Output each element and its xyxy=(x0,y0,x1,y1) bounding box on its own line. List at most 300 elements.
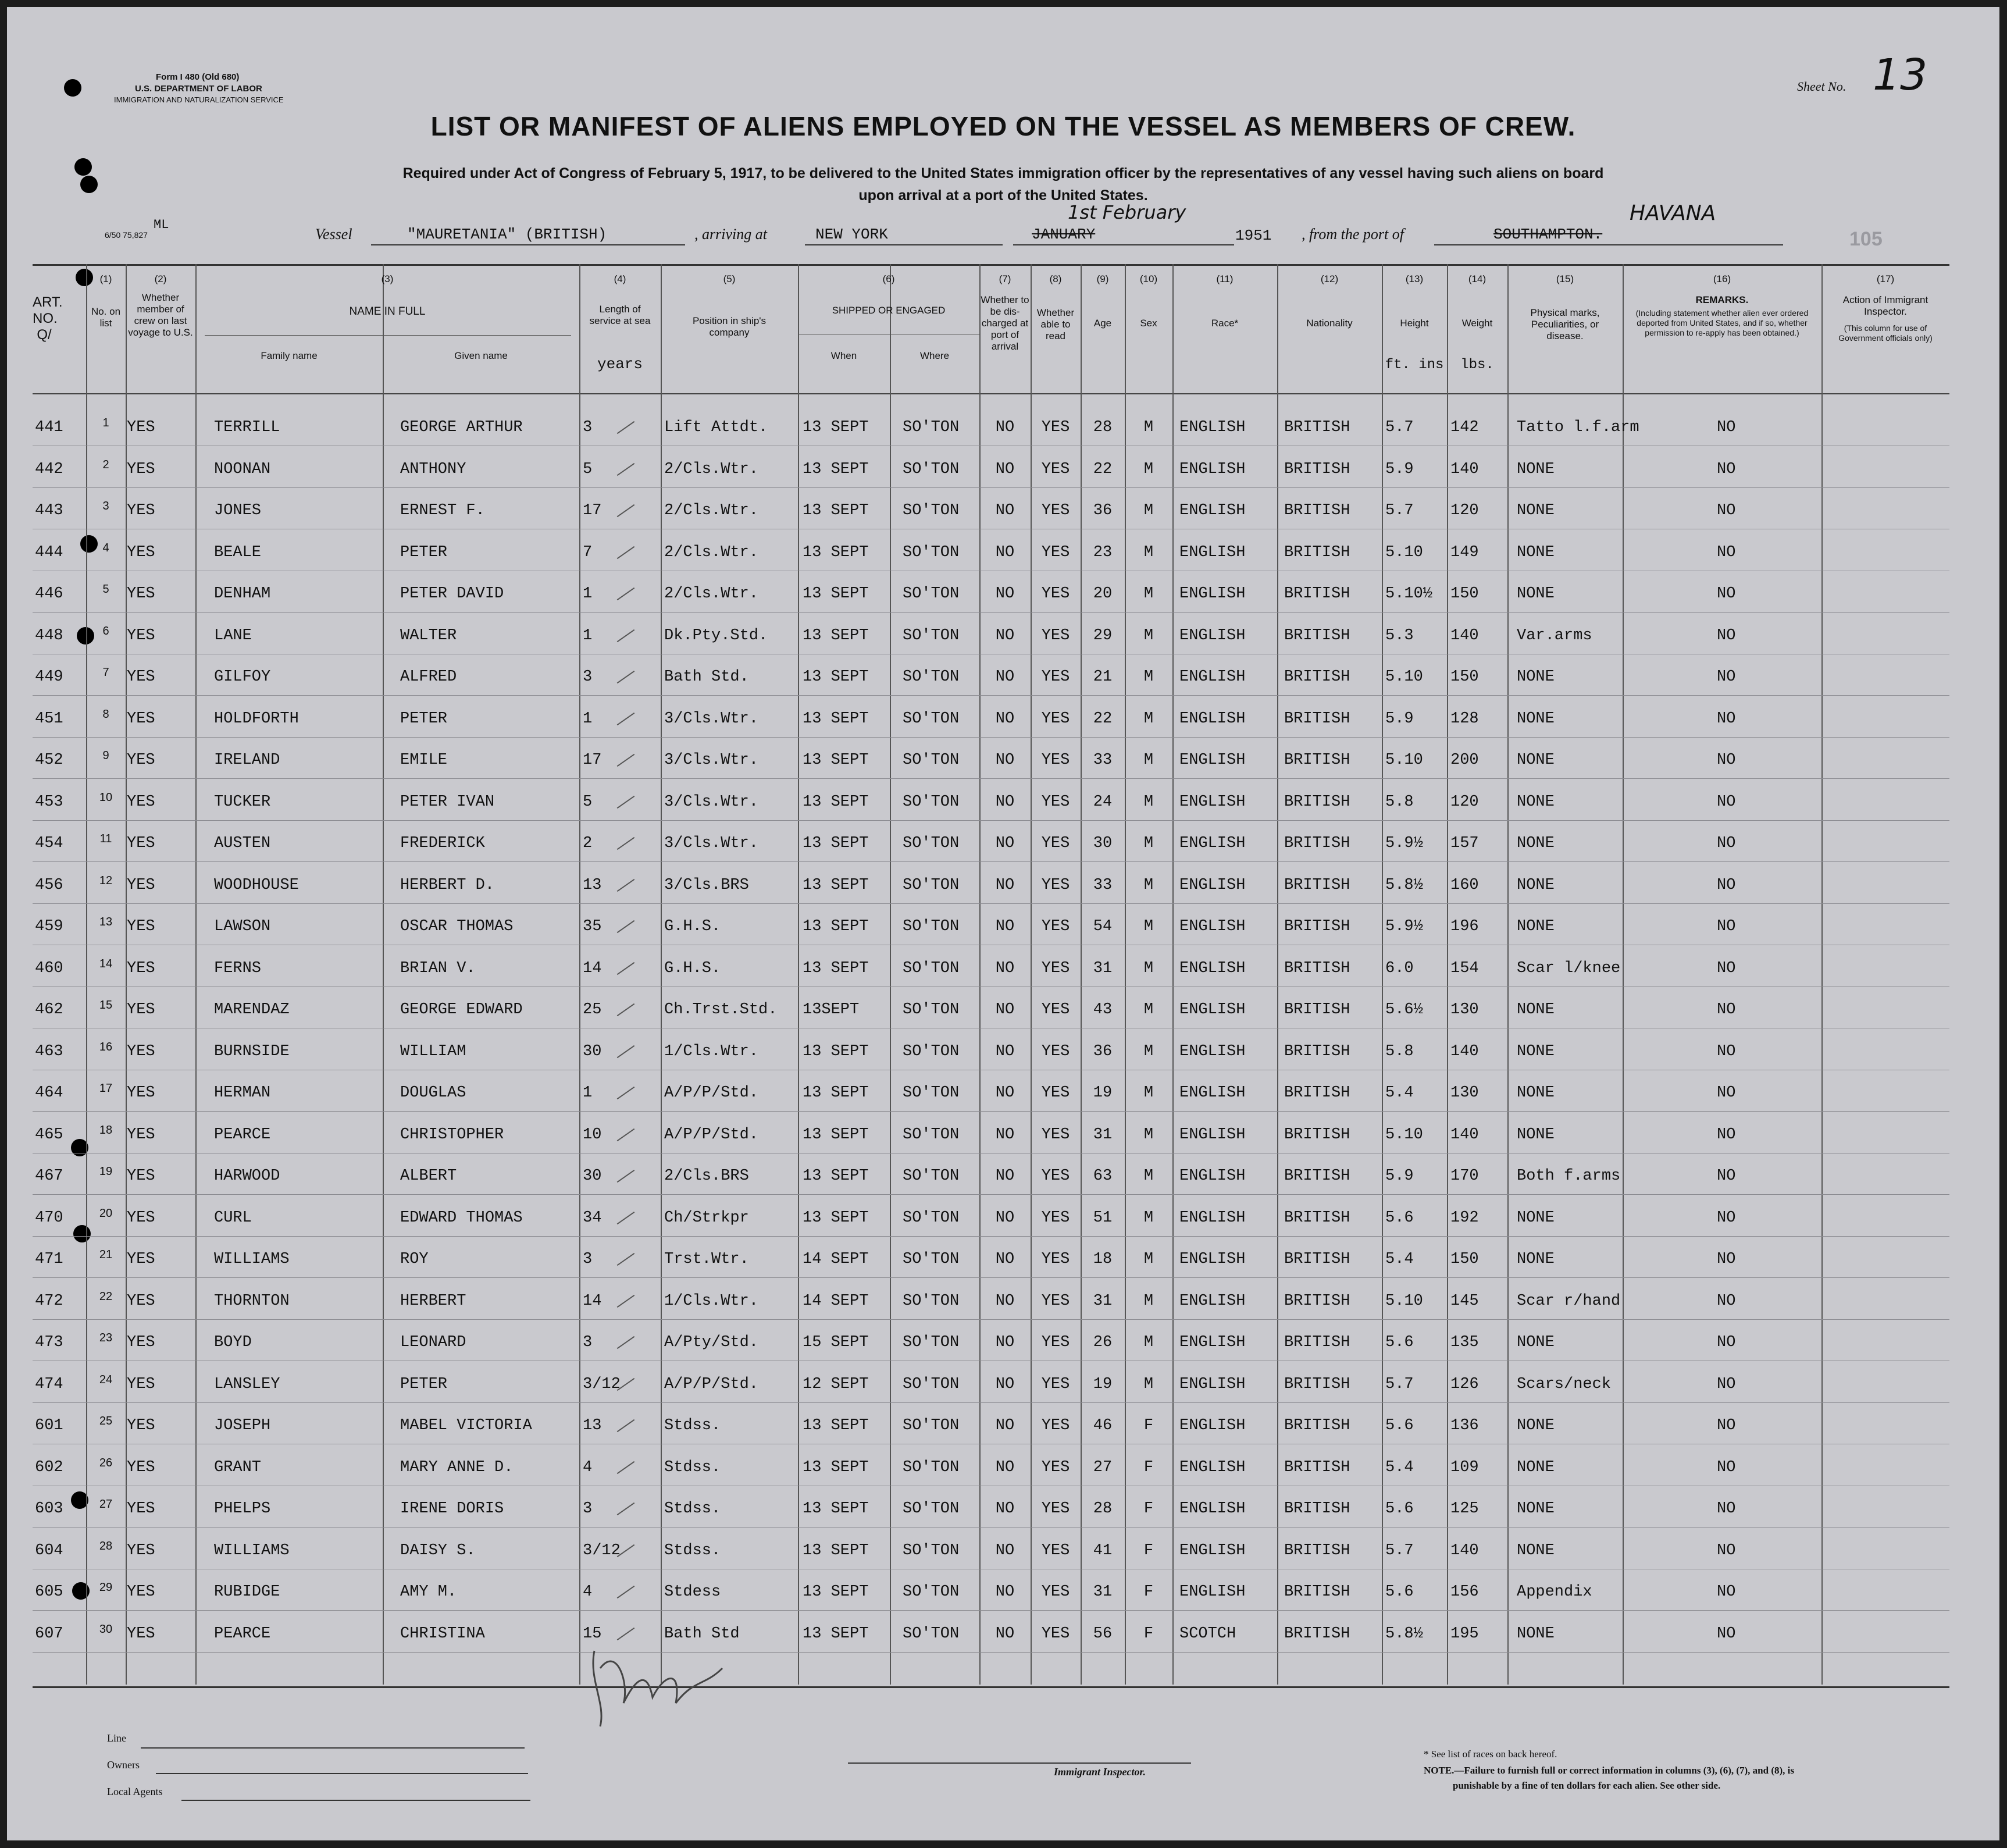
remarks: NO xyxy=(1717,668,1736,686)
sex: M xyxy=(1143,1209,1154,1227)
nationality: BRITISH xyxy=(1284,1126,1350,1144)
to-be-discharged: NO xyxy=(995,1209,1015,1227)
shipped-where: SO'TON xyxy=(903,1042,960,1060)
height: 5.7 xyxy=(1385,419,1414,436)
header-height: Height xyxy=(1400,318,1429,329)
art-number: 472 xyxy=(35,1292,63,1310)
shipped-where: SO'TON xyxy=(903,419,960,436)
remarks: NO xyxy=(1717,502,1736,519)
crew-member-last-voyage: YES xyxy=(127,1167,155,1185)
shipped-when: 13 SEPT xyxy=(803,1167,869,1185)
nationality: BRITISH xyxy=(1284,1375,1350,1393)
able-to-read: YES xyxy=(1041,1126,1070,1144)
family-name: BEALE xyxy=(214,543,262,561)
weight: 195 xyxy=(1450,1625,1479,1643)
family-name: WOODHOUSE xyxy=(214,876,299,894)
position: G.H.S. xyxy=(664,918,721,935)
shipped-where: SO'TON xyxy=(903,502,960,519)
able-to-read: YES xyxy=(1041,959,1070,977)
nationality: BRITISH xyxy=(1284,1167,1350,1185)
crew-member-last-voyage: YES xyxy=(127,502,155,519)
race-note: * See list of races on back hereof. xyxy=(1424,1749,1557,1760)
to-be-discharged: NO xyxy=(995,1251,1015,1268)
physical-marks: Scar l/knee xyxy=(1517,959,1621,977)
nationality: BRITISH xyxy=(1284,419,1350,436)
header-inspector-note: (This column for use of Government officials only) xyxy=(1838,323,1933,343)
height: 5.8 xyxy=(1385,793,1414,811)
art-number: 464 xyxy=(35,1084,63,1102)
shipped-when: 13 SEPT xyxy=(803,959,869,977)
able-to-read: YES xyxy=(1041,502,1070,519)
race: ENGLISH xyxy=(1179,710,1246,728)
physical-marks: Var.arms xyxy=(1517,626,1592,645)
physical-marks: NONE xyxy=(1517,668,1555,686)
given-name: PETER xyxy=(400,710,448,728)
art-number: 470 xyxy=(35,1209,63,1227)
weight: 140 xyxy=(1450,1126,1479,1144)
shipped-when: 13 SEPT xyxy=(803,1458,869,1476)
list-number: 5 xyxy=(102,583,109,596)
remarks: NO xyxy=(1717,1209,1736,1227)
crew-member-last-voyage: YES xyxy=(127,1375,155,1393)
position: Bath Std. xyxy=(664,668,749,686)
height: 5.9½ xyxy=(1385,835,1423,852)
list-number: 2 xyxy=(102,458,109,471)
family-name: HOLDFORTH xyxy=(214,710,299,728)
nationality: BRITISH xyxy=(1284,918,1350,935)
remarks: NO xyxy=(1717,1500,1736,1518)
position: Ch/Strkpr xyxy=(664,1209,749,1227)
family-name: PHELPS xyxy=(214,1500,271,1518)
position: Bath Std xyxy=(664,1625,740,1643)
header-where: Where xyxy=(919,350,950,361)
art-number: 463 xyxy=(35,1042,63,1060)
position: 2/Cls.BRS xyxy=(664,1167,749,1185)
length-of-service: 4 xyxy=(583,1583,593,1601)
crew-member-last-voyage: YES xyxy=(127,1625,155,1643)
sex: F xyxy=(1143,1541,1154,1559)
position: A/P/P/Std. xyxy=(664,1084,759,1102)
position: Stdss. xyxy=(664,1541,721,1559)
given-name: EDWARD THOMAS xyxy=(400,1209,523,1227)
shipped-when: 13 SEPT xyxy=(803,752,869,769)
art-number: 448 xyxy=(35,626,63,645)
position: 2/Cls.Wtr. xyxy=(664,585,759,603)
weight: 130 xyxy=(1450,1001,1479,1019)
age: 41 xyxy=(1093,1541,1113,1559)
list-number: 17 xyxy=(99,1082,113,1095)
age: 18 xyxy=(1093,1251,1113,1268)
header-sex: Sex xyxy=(1140,318,1157,329)
physical-marks: NONE xyxy=(1517,1001,1555,1019)
crew-member-last-voyage: YES xyxy=(127,1126,155,1144)
nationality: BRITISH xyxy=(1284,460,1350,478)
weight: 145 xyxy=(1450,1292,1479,1310)
header-shipped-engaged: SHIPPED OR ENGAGED xyxy=(832,305,946,316)
race: SCOTCH xyxy=(1179,1625,1236,1643)
subtitle-line2: upon arrival at a port of the United States. xyxy=(858,187,1148,204)
age: 21 xyxy=(1093,668,1113,686)
able-to-read: YES xyxy=(1041,1209,1070,1227)
punch-hole xyxy=(64,79,81,97)
art-number: 605 xyxy=(35,1583,63,1601)
remarks: NO xyxy=(1717,710,1736,728)
height: 5.9½ xyxy=(1385,918,1423,935)
race: ENGLISH xyxy=(1179,585,1246,603)
shipped-where: SO'TON xyxy=(903,1375,960,1393)
length-of-service: 3 xyxy=(583,668,593,686)
year: 1951 xyxy=(1235,227,1272,244)
physical-marks: NONE xyxy=(1517,835,1555,852)
subtitle-line1: Required under Act of Congress of February 5, 1917, to be delivered to the United States immigration officer by the representatives of any vessel having such aliens on board xyxy=(402,165,1604,181)
able-to-read: YES xyxy=(1041,1375,1070,1393)
sex: F xyxy=(1143,1417,1154,1434)
crew-member-last-voyage: YES xyxy=(127,543,155,561)
physical-marks: NONE xyxy=(1517,793,1555,811)
art-number: 454 xyxy=(35,835,63,852)
immigrant-inspector-label: Immigrant Inspector. xyxy=(1054,1766,1146,1778)
to-be-discharged: NO xyxy=(995,876,1015,894)
remarks: NO xyxy=(1717,460,1736,478)
remarks: NO xyxy=(1717,793,1736,811)
age: 33 xyxy=(1093,752,1113,769)
art-number: 442 xyxy=(35,460,63,478)
height: 5.3 xyxy=(1385,626,1414,645)
weight: 196 xyxy=(1450,918,1479,935)
weight: 150 xyxy=(1450,1251,1479,1268)
able-to-read: YES xyxy=(1041,918,1070,935)
from-port-struck: SOUTHAMPTON. xyxy=(1493,226,1603,243)
note-line2: punishable by a fine of ten dollars for each alien. See other side. xyxy=(1453,1780,1721,1791)
age: 31 xyxy=(1093,959,1113,977)
given-name: BRIAN V. xyxy=(400,959,476,977)
shipped-where: SO'TON xyxy=(903,918,960,935)
shipped-where: SO'TON xyxy=(903,1251,960,1268)
nationality: BRITISH xyxy=(1284,1292,1350,1310)
sex: F xyxy=(1143,1583,1154,1601)
header-remarks: REMARKS. xyxy=(1695,294,1749,305)
sex: M xyxy=(1143,710,1154,728)
crew-member-last-voyage: YES xyxy=(127,460,155,478)
nationality: BRITISH xyxy=(1284,1417,1350,1434)
nationality: BRITISH xyxy=(1284,793,1350,811)
able-to-read: YES xyxy=(1041,668,1070,686)
nationality: BRITISH xyxy=(1284,1251,1350,1268)
length-of-service: 14 xyxy=(583,1292,602,1310)
line-label: Line xyxy=(107,1732,126,1744)
shipped-where: SO'TON xyxy=(903,1084,960,1102)
race: ENGLISH xyxy=(1179,1042,1246,1060)
position: 3/Cls.BRS xyxy=(664,876,749,894)
family-name: BURNSIDE xyxy=(214,1042,290,1060)
remarks: NO xyxy=(1717,1084,1736,1102)
able-to-read: YES xyxy=(1041,543,1070,561)
shipped-where: SO'TON xyxy=(903,668,960,686)
note-line1: NOTE.—Failure to furnish full or correct information in columns (3), (6), (7), and (8), is xyxy=(1424,1765,1795,1776)
weight: 140 xyxy=(1450,460,1479,478)
header-when: When xyxy=(830,350,857,361)
height: 5.10 xyxy=(1385,543,1423,561)
family-name: GILFOY xyxy=(214,668,271,686)
age: 26 xyxy=(1093,1334,1113,1351)
weight: 126 xyxy=(1450,1375,1479,1393)
height: 5.8½ xyxy=(1385,1625,1423,1643)
given-name: MABEL VICTORIA xyxy=(400,1417,532,1434)
age: 28 xyxy=(1093,419,1113,436)
to-be-discharged: NO xyxy=(995,585,1015,603)
weight: 149 xyxy=(1450,543,1479,561)
position: 2/Cls.Wtr. xyxy=(664,460,759,478)
header-col16-num: (16) xyxy=(1713,273,1731,284)
shipped-when: 13 SEPT xyxy=(803,502,869,519)
nationality: BRITISH xyxy=(1284,876,1350,894)
to-be-discharged: NO xyxy=(995,1417,1015,1434)
given-name: OSCAR THOMAS xyxy=(400,918,514,935)
able-to-read: YES xyxy=(1041,752,1070,769)
shipped-where: SO'TON xyxy=(903,1458,960,1476)
weight: 135 xyxy=(1450,1334,1479,1351)
length-of-service: 30 xyxy=(583,1167,602,1185)
sex: M xyxy=(1143,918,1154,935)
header-weight: Weight xyxy=(1461,318,1493,329)
shipped-when: 12 SEPT xyxy=(803,1375,869,1393)
nationality: BRITISH xyxy=(1284,668,1350,686)
header-nationality: Nationality xyxy=(1306,318,1353,329)
list-number: 29 xyxy=(99,1581,113,1594)
list-number: 23 xyxy=(99,1331,113,1344)
to-be-discharged: NO xyxy=(995,1292,1015,1310)
able-to-read: YES xyxy=(1041,460,1070,478)
height: 5.7 xyxy=(1385,502,1414,519)
to-be-discharged: NO xyxy=(995,835,1015,852)
race: ENGLISH xyxy=(1179,1209,1246,1227)
shipped-when: 15 SEPT xyxy=(803,1334,869,1351)
given-name: IRENE DORIS xyxy=(400,1500,504,1518)
physical-marks: NONE xyxy=(1517,710,1555,728)
physical-marks: NONE xyxy=(1517,1251,1555,1268)
weight: 140 xyxy=(1450,1541,1479,1559)
nationality: BRITISH xyxy=(1284,1541,1350,1559)
shipped-when: 13 SEPT xyxy=(803,626,869,645)
header-col8-num: (8) xyxy=(1049,273,1062,284)
to-be-discharged: NO xyxy=(995,752,1015,769)
list-number: 3 xyxy=(102,500,109,512)
crew-member-last-voyage: YES xyxy=(127,793,155,811)
shipped-when: 13 SEPT xyxy=(803,1625,869,1643)
art-number: 446 xyxy=(35,585,63,603)
sex: M xyxy=(1143,1292,1154,1310)
race: ENGLISH xyxy=(1179,1583,1246,1601)
family-name: PEARCE xyxy=(214,1625,271,1643)
date-struck: JANUARY xyxy=(1032,226,1096,243)
shipped-when: 13 SEPT xyxy=(803,1126,869,1144)
crew-member-last-voyage: YES xyxy=(127,1292,155,1310)
shipped-where: SO'TON xyxy=(903,1500,960,1518)
race: ENGLISH xyxy=(1179,835,1246,852)
list-number: 21 xyxy=(99,1248,113,1261)
crew-member-last-voyage: YES xyxy=(127,585,155,603)
crew-member-last-voyage: YES xyxy=(127,876,155,894)
race: ENGLISH xyxy=(1179,1458,1246,1476)
crew-member-last-voyage: YES xyxy=(127,959,155,977)
length-of-service: 3/12 xyxy=(583,1541,621,1559)
to-be-discharged: NO xyxy=(995,793,1015,811)
weight: 157 xyxy=(1450,835,1479,852)
age: 27 xyxy=(1093,1458,1113,1476)
height: 5.10 xyxy=(1385,1292,1423,1310)
given-name: PETER IVAN xyxy=(400,793,495,811)
height: 5.6 xyxy=(1385,1500,1414,1518)
list-number: 24 xyxy=(99,1373,113,1386)
list-number: 19 xyxy=(99,1165,113,1178)
header-position: Position in ship's company xyxy=(692,315,767,338)
race: ENGLISH xyxy=(1179,1334,1246,1351)
position: 3/Cls.Wtr. xyxy=(664,752,759,769)
length-of-service: 1 xyxy=(583,710,593,728)
header-height-unit: ft. ins xyxy=(1385,357,1444,373)
crew-member-last-voyage: YES xyxy=(127,1001,155,1019)
to-be-discharged: NO xyxy=(995,626,1015,645)
age: 19 xyxy=(1093,1084,1113,1102)
header-col1-num: (1) xyxy=(99,273,112,284)
position: A/Pty/Std. xyxy=(664,1334,759,1351)
header-col12-num: (12) xyxy=(1320,273,1339,284)
able-to-read: YES xyxy=(1041,710,1070,728)
height: 5.6 xyxy=(1385,1583,1414,1601)
height: 5.9 xyxy=(1385,1167,1414,1185)
nationality: BRITISH xyxy=(1284,1625,1350,1643)
list-number: 27 xyxy=(99,1498,113,1511)
art-number: 604 xyxy=(35,1541,63,1559)
crew-member-last-voyage: YES xyxy=(127,1042,155,1060)
physical-marks: NONE xyxy=(1517,543,1555,561)
given-name: ALBERT xyxy=(400,1167,457,1185)
remarks: NO xyxy=(1717,1583,1736,1601)
weight: 142 xyxy=(1450,419,1479,436)
able-to-read: YES xyxy=(1041,1251,1070,1268)
age: 23 xyxy=(1093,543,1113,561)
family-name: HARWOOD xyxy=(214,1167,280,1185)
shipped-where: SO'TON xyxy=(903,460,960,478)
family-name: LAWSON xyxy=(214,918,271,935)
header-weight-unit: lbs. xyxy=(1460,357,1494,373)
position: Stdss. xyxy=(664,1417,721,1434)
position: 1/Cls.Wtr. xyxy=(664,1292,759,1310)
owners-label: Owners xyxy=(107,1759,140,1771)
physical-marks: NONE xyxy=(1517,460,1555,478)
list-number: 7 xyxy=(102,666,109,679)
shipped-when: 13 SEPT xyxy=(803,1541,869,1559)
header-col13-num: (13) xyxy=(1405,273,1424,284)
art-number: 462 xyxy=(35,1001,63,1019)
position: 2/Cls.Wtr. xyxy=(664,502,759,519)
family-name: CURL xyxy=(214,1209,252,1227)
header-years-unit: years xyxy=(597,355,643,373)
nationality: BRITISH xyxy=(1284,626,1350,645)
position: 3/Cls.Wtr. xyxy=(664,793,759,811)
art-number: 602 xyxy=(35,1458,63,1476)
given-name: FREDERICK xyxy=(400,835,485,852)
height: 5.9 xyxy=(1385,710,1414,728)
remarks: NO xyxy=(1717,1167,1736,1185)
able-to-read: YES xyxy=(1041,1084,1070,1102)
art-number: 474 xyxy=(35,1375,63,1393)
sex: M xyxy=(1143,668,1154,686)
list-number: 25 xyxy=(99,1415,113,1427)
to-be-discharged: NO xyxy=(995,1541,1015,1559)
physical-marks: NONE xyxy=(1517,1625,1555,1643)
crew-member-last-voyage: YES xyxy=(127,1209,155,1227)
list-number: 30 xyxy=(99,1622,113,1636)
shipped-when: 14 SEPT xyxy=(803,1292,869,1310)
weight: 150 xyxy=(1450,668,1479,686)
shipped-where: SO'TON xyxy=(903,1541,960,1559)
able-to-read: YES xyxy=(1041,793,1070,811)
from-label: , from the port of xyxy=(1302,226,1404,243)
shipped-when: 13SEPT xyxy=(803,1001,860,1019)
age: 29 xyxy=(1093,626,1113,645)
crew-member-last-voyage: YES xyxy=(127,668,155,686)
header-age: Age xyxy=(1093,318,1112,329)
position: A/P/P/Std. xyxy=(664,1375,759,1393)
given-name: DAISY S. xyxy=(400,1541,476,1559)
ml-mark: ML xyxy=(154,218,169,232)
list-number: 28 xyxy=(99,1539,113,1553)
nationality: BRITISH xyxy=(1284,752,1350,769)
list-number: 18 xyxy=(99,1123,113,1137)
remarks: NO xyxy=(1717,419,1736,436)
header-col7-num: (7) xyxy=(999,273,1011,284)
age: 51 xyxy=(1093,1209,1113,1227)
shipped-when: 13 SEPT xyxy=(803,835,869,852)
physical-marks: NONE xyxy=(1517,1458,1555,1476)
department: U.S. DEPARTMENT OF LABOR xyxy=(135,84,262,94)
race: ENGLISH xyxy=(1179,1126,1246,1144)
to-be-discharged: NO xyxy=(995,1084,1015,1102)
form-code: 6/50 75,827 xyxy=(105,230,148,240)
able-to-read: YES xyxy=(1041,876,1070,894)
manifest-sheet xyxy=(7,7,1999,1840)
remarks: NO xyxy=(1717,1292,1736,1310)
to-be-discharged: NO xyxy=(995,1042,1015,1060)
list-number: 6 xyxy=(102,624,109,638)
position: Lift Attdt. xyxy=(664,419,768,436)
given-name: AMY M. xyxy=(400,1583,457,1601)
to-be-discharged: NO xyxy=(995,1001,1015,1019)
remarks: NO xyxy=(1717,1042,1736,1060)
able-to-read: YES xyxy=(1041,1541,1070,1559)
nationality: BRITISH xyxy=(1284,585,1350,603)
age: 31 xyxy=(1093,1292,1113,1310)
family-name: TUCKER xyxy=(214,793,271,811)
family-name: GRANT xyxy=(214,1458,262,1476)
arriving-label: , arriving at xyxy=(694,226,767,243)
age: 36 xyxy=(1093,1042,1113,1060)
sex: M xyxy=(1143,752,1154,769)
family-name: BOYD xyxy=(214,1334,252,1351)
art-number: 444 xyxy=(35,543,63,561)
shipped-where: SO'TON xyxy=(903,752,960,769)
shipped-where: SO'TON xyxy=(903,1126,960,1144)
list-number: 13 xyxy=(99,916,113,928)
crew-member-last-voyage: YES xyxy=(127,1500,155,1518)
art-number: 601 xyxy=(35,1417,63,1434)
nationality: BRITISH xyxy=(1284,502,1350,519)
age: 24 xyxy=(1093,793,1113,811)
age: 56 xyxy=(1093,1625,1113,1643)
remarks: NO xyxy=(1717,1625,1736,1643)
header-col4-num: (4) xyxy=(614,273,626,284)
